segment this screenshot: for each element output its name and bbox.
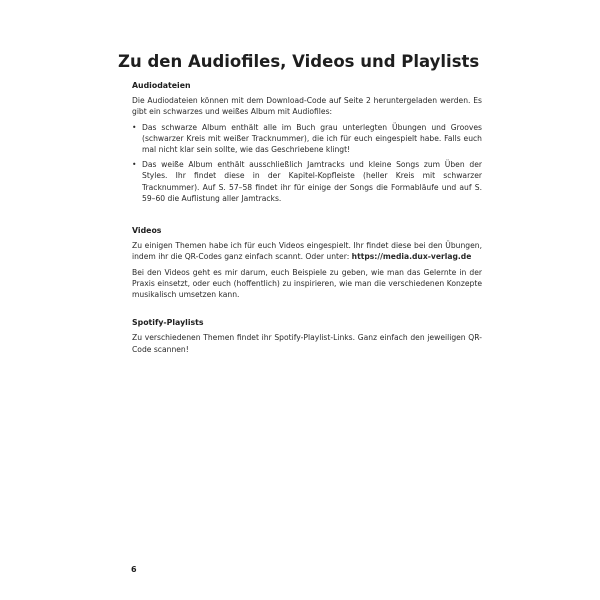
audio-bullet-white-album bbox=[132, 159, 482, 204]
page-number: 6 bbox=[131, 565, 137, 574]
media-url-link[interactable]: https://media.dux-verlag.de bbox=[351, 252, 472, 262]
videos-paragraph-1 bbox=[132, 240, 482, 262]
audio-section-heading: Audiodateien bbox=[132, 81, 191, 90]
videos-paragraph-2: Bei den Videos geht es mir darum, euch Beispiele zu geben, wie man das Gelernte in der Praxis einsetzt, oder euch (hoffentlich) zu inspirieren, wie man die verschiedenen Konzepte musikalisch umsetzen kann. bbox=[132, 267, 482, 300]
bullet-text: Das schwarze Album enthält alle im Buch grau unterlegten Übungen und Grooves (schwarzer Kreis mit weißer Tracknummer), die ich für euch eingespielt habe. Falls euch mal nicht klar sein sollte, wie das Geschriebene klingt! bbox=[142, 122, 482, 155]
page-title: Zu den Audiofiles, Videos und Playlists bbox=[118, 52, 480, 71]
spotify-paragraph: Zu verschiedenen Themen findet ihr Spotify-Playlist-Links. Ganz einfach den jeweiligen QR-Code scannen! bbox=[132, 333, 482, 354]
audio-bullet-black-album bbox=[132, 122, 482, 156]
bullet-text: Das weiße Album enthält ausschließlich Jamtracks und kleine Songs zum Üben der Styles. Ihr findet diese in der Kapitel-Kopfleiste (heller Kreis mit schwarzer Tracknummer). Auf S. 57–58 findet ihr für einige der Songs die Formabläufe und auf S. 59–60 die Auflistung aller Jamtracks. bbox=[142, 160, 482, 203]
bullet-marker: • bbox=[132, 160, 137, 170]
audio-bullet-list bbox=[132, 122, 482, 204]
bullet-marker: • bbox=[132, 122, 137, 132]
videos-section-heading: Videos bbox=[132, 226, 162, 236]
page-content bbox=[132, 80, 482, 359]
audio-intro-paragraph: Die Audiodateien können mit dem Download-Code auf Seite 2 heruntergeladen werden. Es gibt ein schwarzes und weißes Album mit Audiofiles: bbox=[132, 96, 482, 117]
spotify-section-heading: Spotify-Playlists bbox=[132, 318, 204, 328]
videos-paragraph-1-text: Zu einigen Themen habe ich für euch Videos eingespielt. Ihr findet diese bei den Übungen, indem ihr die QR-Codes ganz einfach scannt. Oder unter: bbox=[132, 241, 482, 262]
